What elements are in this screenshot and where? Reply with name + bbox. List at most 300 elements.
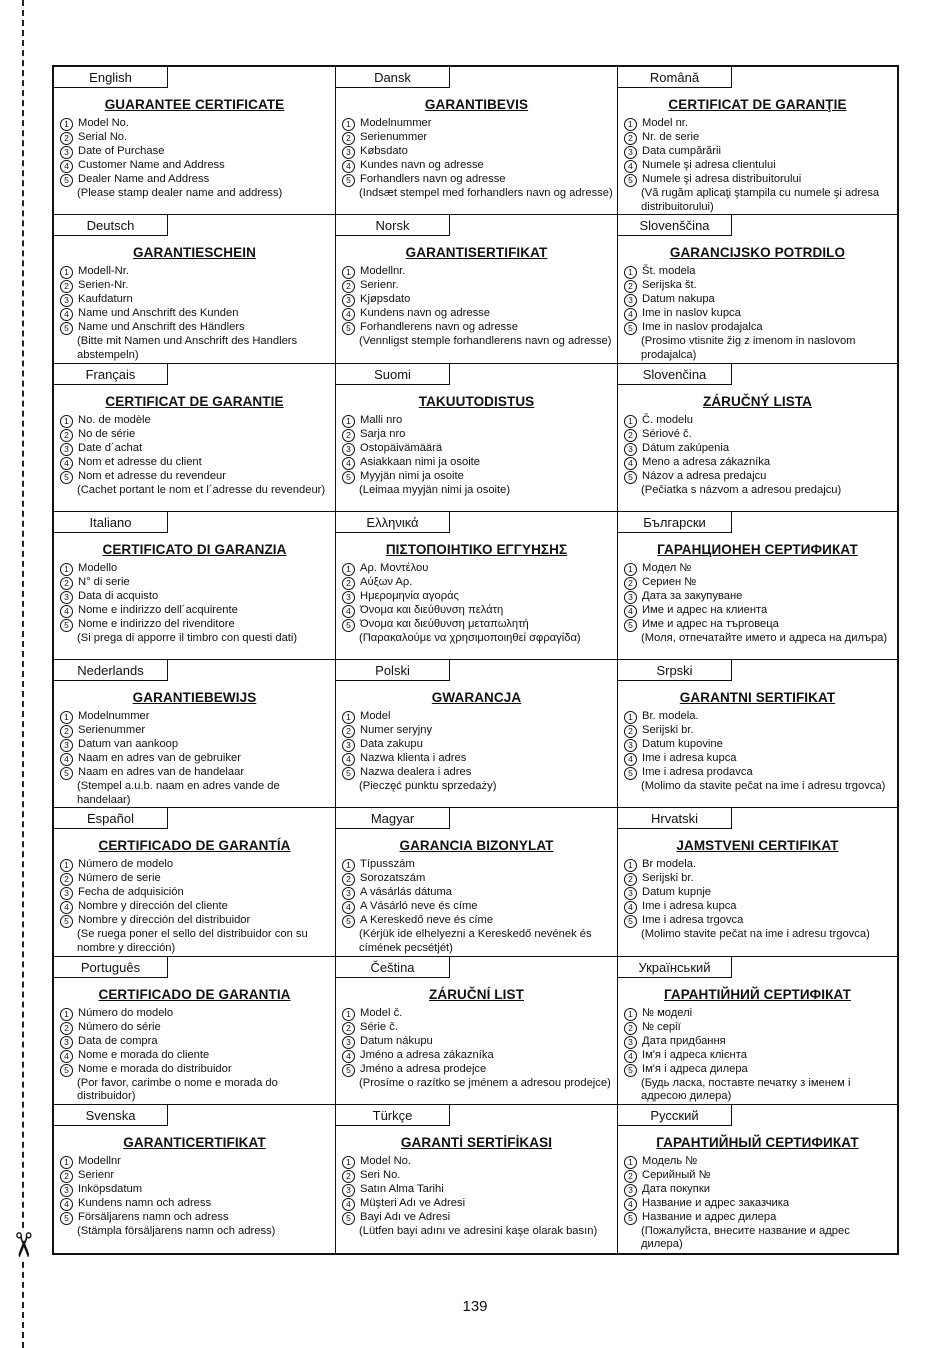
circled-number-icon: 2	[624, 725, 637, 738]
field-item	[60, 1063, 331, 1077]
circled-number-icon: 5	[342, 619, 355, 632]
language-label: Deutsch	[54, 215, 168, 236]
language-label: Slovenčina	[618, 364, 732, 385]
circled-number-icon: 1	[624, 859, 637, 872]
circled-number-icon: 3	[342, 887, 355, 900]
field-item	[342, 173, 613, 187]
field-label: Име и адрес на търговеца	[642, 617, 779, 630]
field-label: Model č.	[360, 1006, 403, 1019]
field-item	[60, 858, 331, 872]
field-item	[624, 173, 893, 187]
certificate-title: GWARANCJA	[431, 690, 522, 705]
certificate-title: GARANTISERTIFIKAT	[405, 245, 548, 261]
circled-number-icon: 1	[342, 1008, 355, 1021]
field-label: Ім'я і адреса дилера	[642, 1062, 748, 1075]
field-item	[342, 1155, 613, 1169]
field-label: Serijska št.	[642, 279, 697, 292]
circled-number-icon: 2	[342, 280, 355, 293]
field-label: Serienr	[78, 1168, 115, 1181]
field-item	[342, 886, 613, 900]
field-item	[60, 618, 331, 632]
field-label: Ostopäivämäärä	[360, 441, 443, 454]
cut-line	[22, 0, 24, 1348]
certificate-title: GARANTIEBEWIJS	[132, 690, 257, 705]
field-item	[342, 145, 613, 159]
circled-number-icon: 4	[624, 457, 637, 470]
field-label: Kaufdaturn	[78, 293, 133, 306]
field-item	[60, 1155, 331, 1169]
circled-number-icon: 2	[60, 1170, 73, 1183]
field-item	[342, 900, 613, 914]
field-item	[60, 738, 331, 752]
field-label: Sarja nro	[360, 427, 406, 440]
field-item	[624, 145, 893, 159]
circled-number-icon: 2	[342, 577, 355, 590]
circled-number-icon: 4	[60, 308, 73, 321]
circled-number-icon: 4	[342, 901, 355, 914]
field-item	[624, 1049, 893, 1063]
field-label: Ime i adresa kupca	[642, 752, 737, 764]
field-item	[624, 1063, 893, 1077]
field-label: Модел №	[642, 561, 692, 574]
certificate-title: ΠΙΣΤΟΠΟΙΗΤΙΚΟ ΕΓΓΥΗΣΗΣ	[385, 541, 568, 557]
field-label: Št. modela	[642, 265, 696, 278]
field-item	[624, 1211, 893, 1225]
field-item	[342, 131, 613, 145]
stamp-note: (Si prega di apporre il timbro con questi dati)	[77, 631, 298, 644]
field-label: Αύξων Αρ.	[360, 575, 413, 588]
field-item	[342, 1063, 613, 1077]
field-label: Dealer Name and Address	[78, 173, 210, 185]
field-item	[342, 265, 613, 279]
circled-number-icon: 4	[624, 605, 637, 618]
language-label: Srpski	[618, 660, 732, 681]
field-label: Inköpsdatum	[78, 1182, 143, 1195]
certificate-title: CERTIFICAT DE GARANTIE	[105, 393, 284, 409]
circled-number-icon: 1	[624, 563, 637, 576]
field-label: Name und Anschrift des Händlers	[78, 321, 245, 334]
field-item	[342, 914, 613, 928]
field-item	[60, 279, 331, 293]
circled-number-icon: 1	[624, 266, 637, 279]
certificate-title: GARANCIA BIZONYLAT	[399, 838, 554, 854]
field-label: Nom et adresse du client	[78, 455, 202, 468]
field-item	[624, 724, 893, 738]
field-label: Kjøpsdato	[360, 293, 411, 306]
field-item	[342, 604, 613, 618]
field-item	[60, 414, 331, 428]
circled-number-icon: 1	[342, 415, 355, 428]
field-item	[624, 265, 893, 279]
field-list	[342, 117, 613, 201]
field-list	[60, 414, 331, 498]
field-list	[624, 858, 893, 942]
field-item	[624, 1183, 893, 1197]
field-item	[342, 1049, 613, 1063]
guarantee-cell	[336, 67, 618, 215]
circled-number-icon: 4	[60, 457, 73, 470]
stamp-note: (Stämpla försäljarens namn och adress)	[77, 1224, 276, 1237]
circled-number-icon: 2	[342, 1170, 355, 1183]
field-label: Nome e indirizzo del rivenditore	[78, 617, 235, 630]
field-item	[60, 576, 331, 590]
field-item	[342, 456, 613, 470]
certificate-title: CERTIFICADO DE GARANTIA	[98, 986, 291, 1002]
field-label: Customer Name and Address	[78, 159, 225, 171]
field-list	[624, 117, 893, 214]
field-label: Købsdato	[360, 145, 408, 157]
field-item	[60, 710, 331, 724]
field-label: N° di serie	[78, 575, 130, 588]
guarantee-cell	[54, 364, 336, 512]
circled-number-icon: 3	[60, 591, 73, 604]
circled-number-icon: 4	[342, 1198, 355, 1211]
guarantee-cell	[618, 512, 897, 660]
stamp-note: (Indsæt stempel med forhandlers navn og adresse)	[359, 187, 613, 199]
field-item	[60, 1197, 331, 1211]
certificate-title: CERTIFICAT DE GARANŢIE	[668, 97, 847, 112]
stamp-note: (Se ruega poner el sello del distribuidor con su nombre y dirección)	[77, 928, 308, 954]
circled-number-icon: 1	[60, 266, 73, 279]
field-item	[624, 456, 893, 470]
field-item	[342, 414, 613, 428]
guarantee-cell	[336, 512, 618, 660]
field-label: Nombre y dirección del distribuidor	[78, 914, 251, 927]
circled-number-icon: 5	[60, 322, 73, 335]
circled-number-icon: 5	[624, 1212, 637, 1225]
field-list	[342, 858, 613, 955]
field-item	[624, 131, 893, 145]
field-item	[60, 470, 331, 484]
field-item	[60, 886, 331, 900]
field-label: Br modela.	[642, 858, 697, 871]
field-list	[60, 562, 331, 646]
field-item	[60, 265, 331, 279]
field-item	[624, 307, 893, 321]
guarantee-cell	[54, 512, 336, 660]
field-item	[342, 1183, 613, 1197]
field-label: Kundens navn og adresse	[360, 307, 490, 320]
field-label: Nome e indirizzo dell´acquirente	[78, 603, 238, 616]
circled-number-icon: 3	[624, 887, 637, 900]
stamp-note: (Stempel a.u.b. naam en adres vande de handelaar)	[77, 780, 280, 806]
circled-number-icon: 3	[624, 591, 637, 604]
stamp-note: (Пожалуйста, внесите название и адрес дилера)	[641, 1224, 850, 1251]
field-item	[342, 1211, 613, 1225]
field-list	[60, 858, 331, 955]
field-label: Data cumpărării	[642, 145, 721, 157]
certificate-title: TAKUUTODISTUS	[418, 393, 535, 409]
field-label: Ime i adresa trgovca	[642, 914, 744, 927]
field-label: Forhandlerens navn og adresse	[360, 321, 518, 334]
field-label: Dátum zakúpenia	[642, 441, 730, 454]
field-label: Model No.	[360, 1154, 411, 1167]
field-label: Naam en adres van de gebruiker	[78, 752, 241, 764]
field-item	[60, 1211, 331, 1225]
field-label: Modelnummer	[360, 117, 432, 129]
circled-number-icon: 3	[342, 1184, 355, 1197]
field-item	[624, 1035, 893, 1049]
language-label: Polski	[336, 660, 450, 681]
field-item	[624, 562, 893, 576]
field-label: Bayi Adı ve Adresi	[360, 1210, 451, 1223]
field-item	[342, 442, 613, 456]
field-item	[60, 442, 331, 456]
language-label: Português	[54, 957, 168, 978]
guarantee-cell	[54, 1105, 336, 1253]
circled-number-icon: 5	[342, 1064, 355, 1077]
field-label: Försäljarens namn och adress	[78, 1210, 229, 1223]
field-item	[342, 1007, 613, 1021]
circled-number-icon: 3	[60, 443, 73, 456]
field-item	[60, 173, 331, 187]
circled-number-icon: 1	[60, 1008, 73, 1021]
field-item	[342, 618, 613, 632]
field-label: Nome e morada do distribuidor	[78, 1062, 232, 1075]
field-item	[624, 618, 893, 632]
language-label: Ελληνικά	[336, 512, 450, 533]
guarantee-cell	[618, 1105, 897, 1253]
guarantee-cell	[618, 364, 897, 512]
circled-number-icon: 1	[60, 118, 73, 131]
field-label: Datum kupovine	[642, 738, 723, 750]
stamp-note: (Моля, отпечатайте името и адреса на дилъра)	[641, 631, 888, 644]
circled-number-icon: 5	[342, 471, 355, 484]
circled-number-icon: 4	[342, 308, 355, 321]
circled-number-icon: 1	[624, 118, 637, 131]
language-label: Български	[618, 512, 732, 533]
field-list	[60, 710, 331, 807]
certificate-title: GUARANTEE CERTIFICATE	[104, 97, 285, 112]
circled-number-icon: 4	[60, 1198, 73, 1211]
language-label: Nederlands	[54, 660, 168, 681]
field-label: Názov a adresa predajcu	[642, 469, 767, 482]
circled-number-icon: 3	[60, 1184, 73, 1197]
field-label: Sorozatszám	[360, 872, 426, 885]
circled-number-icon: 2	[624, 577, 637, 590]
scissors-icon: ✂	[2, 1230, 43, 1260]
language-label: Türkçe	[336, 1105, 450, 1126]
circled-number-icon: 4	[60, 605, 73, 618]
field-list	[60, 117, 331, 201]
field-label: Date of Purchase	[78, 145, 165, 157]
field-item	[60, 1183, 331, 1197]
circled-number-icon: 5	[624, 174, 637, 187]
field-item	[342, 738, 613, 752]
field-item	[342, 293, 613, 307]
stamp-note: (Please stamp dealer name and address)	[77, 187, 283, 199]
field-label: Datum nakupa	[642, 293, 715, 306]
field-label: Jméno a adresa prodejce	[360, 1062, 487, 1075]
circled-number-icon: 2	[624, 1022, 637, 1035]
circled-number-icon: 3	[60, 294, 73, 307]
field-list	[60, 1007, 331, 1104]
field-label: Č. modelu	[642, 413, 693, 426]
field-item	[624, 428, 893, 442]
certificate-title: CERTIFICADO DE GARANTÍA	[98, 838, 291, 854]
field-label: Datum van aankoop	[78, 738, 179, 750]
field-item	[60, 900, 331, 914]
field-label: Model No.	[78, 117, 129, 129]
page-number: 139	[462, 1298, 488, 1315]
field-item	[342, 872, 613, 886]
field-label: A Kereskedő neve és címe	[360, 914, 494, 927]
circled-number-icon: 3	[342, 739, 355, 752]
stamp-note: (Pečiatka s názvom a adresou predajcu)	[641, 483, 842, 496]
circled-number-icon: 3	[342, 294, 355, 307]
field-item	[624, 279, 893, 293]
stamp-note: (Prosimo vtisnite žig z imenom in naslovom prodajalca)	[641, 335, 856, 361]
field-label: Modelnummer	[78, 710, 150, 722]
field-item	[624, 900, 893, 914]
field-label: Serial No.	[78, 131, 128, 143]
field-item	[60, 752, 331, 766]
field-item	[342, 576, 613, 590]
guarantee-cell	[618, 660, 897, 808]
circled-number-icon: 2	[60, 132, 73, 145]
field-item	[60, 307, 331, 321]
field-label: Serien-Nr.	[78, 279, 129, 292]
field-label: Fecha de adquisición	[78, 886, 184, 899]
circled-number-icon: 5	[342, 767, 355, 780]
circled-number-icon: 5	[60, 767, 73, 780]
field-item	[624, 442, 893, 456]
field-label: Nom et adresse du revendeur	[78, 469, 227, 482]
field-label: Ime in naslov prodajalca	[642, 321, 763, 334]
field-list	[342, 710, 613, 794]
field-label: Serienummer	[78, 724, 146, 736]
stamp-note: (Leimaa myyjän nimi ja osoite)	[359, 483, 511, 496]
field-list	[342, 265, 613, 349]
field-label: Meno a adresa zákazníka	[642, 455, 771, 468]
language-label: Dansk	[336, 67, 450, 88]
field-label: Serijski br.	[642, 872, 694, 885]
field-label: Datum kupnje	[642, 886, 712, 899]
field-item	[624, 738, 893, 752]
field-label: Название и адрес дилера	[642, 1210, 777, 1223]
field-label: Data di acquisto	[78, 589, 159, 602]
field-item	[60, 293, 331, 307]
field-item	[60, 872, 331, 886]
field-label: Название и адрес заказчика	[642, 1196, 790, 1209]
stamp-note: (Cachet portant le nom et l´adresse du revendeur)	[77, 483, 326, 496]
circled-number-icon: 2	[624, 132, 637, 145]
field-item	[624, 1155, 893, 1169]
certificate-title: JAMSTVENI CERTIFIKAT	[676, 838, 839, 854]
language-label: Italiano	[54, 512, 168, 533]
circled-number-icon: 5	[60, 174, 73, 187]
field-item	[342, 1169, 613, 1183]
circled-number-icon: 5	[60, 471, 73, 484]
field-item	[342, 1197, 613, 1211]
stamp-note: (Molimo stavite pečat na ime i adresu trgovca)	[641, 928, 870, 941]
language-label: Український	[618, 957, 732, 978]
field-label: Name und Anschrift des Kunden	[78, 307, 239, 320]
field-item	[624, 766, 893, 780]
field-item	[60, 562, 331, 576]
circled-number-icon: 3	[624, 1036, 637, 1049]
certificate-title: GARANTNI SERTIFIKAT	[679, 690, 836, 705]
circled-number-icon: 3	[60, 739, 73, 752]
field-list	[60, 1155, 331, 1239]
field-label: Modellnr.	[360, 265, 406, 278]
stamp-note: (Prosíme o razítko se jménem a adresou prodejce)	[359, 1076, 611, 1089]
certificate-title: CERTIFICATO DI GARANZIA	[102, 541, 287, 557]
field-item	[342, 307, 613, 321]
field-item	[60, 590, 331, 604]
stamp-note: (Por favor, carimbe o nome e morada do distribuidor)	[77, 1076, 278, 1103]
field-label: Data zakupu	[360, 738, 423, 750]
field-item	[60, 766, 331, 780]
certificate-title: GARANTIBEVIS	[424, 97, 529, 112]
field-item	[624, 159, 893, 173]
field-item	[60, 456, 331, 470]
circled-number-icon: 2	[60, 280, 73, 293]
field-label: Сериен №	[642, 575, 697, 588]
circled-number-icon: 2	[624, 429, 637, 442]
certificate-title: GARANTICERTIFIKAT	[123, 1134, 266, 1150]
field-label: A vásárlás dátuma	[360, 886, 453, 899]
field-label: Müşteri Adı ve Adresi	[360, 1196, 466, 1209]
circled-number-icon: 1	[342, 563, 355, 576]
field-item	[342, 590, 613, 604]
field-label: Data de compra	[78, 1034, 158, 1047]
stamp-note: (Будь ласка, поставте печатку з іменем і адресою дилера)	[641, 1076, 851, 1103]
field-item	[624, 858, 893, 872]
stamp-note: (Kérjük ide elhelyezni a Kereskedő nevének és címének pecsétjét)	[359, 928, 592, 954]
field-item	[342, 117, 613, 131]
field-item	[342, 1021, 613, 1035]
circled-number-icon: 2	[624, 280, 637, 293]
guarantee-cell	[54, 957, 336, 1105]
stamp-note: (Παρακαλούμε να χρησιμοποιηθεί σφραγίδα)	[359, 631, 581, 644]
circled-number-icon: 5	[342, 1212, 355, 1225]
field-item	[342, 562, 613, 576]
language-label: Slovenščina	[618, 215, 732, 236]
circled-number-icon: 3	[342, 591, 355, 604]
field-label: Αρ. Μοντέλου	[360, 561, 429, 574]
field-item	[624, 914, 893, 928]
field-label: Satın Alma Tarihi	[360, 1182, 444, 1195]
circled-number-icon: 4	[60, 901, 73, 914]
field-label: Numele şi adresa distribuitorului	[642, 173, 802, 185]
language-label: Русский	[618, 1105, 732, 1126]
guarantee-cell	[54, 67, 336, 215]
field-item	[60, 131, 331, 145]
certificate-title: ZÁRUČNÝ LISTA	[702, 393, 813, 409]
field-list	[624, 265, 893, 362]
field-label: Име и адрес на клиента	[642, 603, 768, 616]
circled-number-icon: 1	[342, 711, 355, 724]
field-label: Kundens namn och adress	[78, 1196, 212, 1209]
circled-number-icon: 1	[624, 1008, 637, 1021]
field-item	[624, 872, 893, 886]
field-item	[60, 1007, 331, 1021]
circled-number-icon: 5	[60, 915, 73, 928]
field-item	[60, 159, 331, 173]
circled-number-icon: 3	[624, 443, 637, 456]
circled-number-icon: 5	[60, 1212, 73, 1225]
certificate-title: ZÁRUČNÍ LIST	[429, 986, 524, 1002]
circled-number-icon: 1	[342, 118, 355, 131]
circled-number-icon: 4	[624, 753, 637, 766]
guarantee-cell	[54, 215, 336, 363]
circled-number-icon: 5	[624, 767, 637, 780]
field-label: Modello	[78, 561, 118, 574]
field-list	[624, 1007, 893, 1104]
field-list	[342, 1155, 613, 1239]
field-label: Model nr.	[642, 117, 689, 129]
